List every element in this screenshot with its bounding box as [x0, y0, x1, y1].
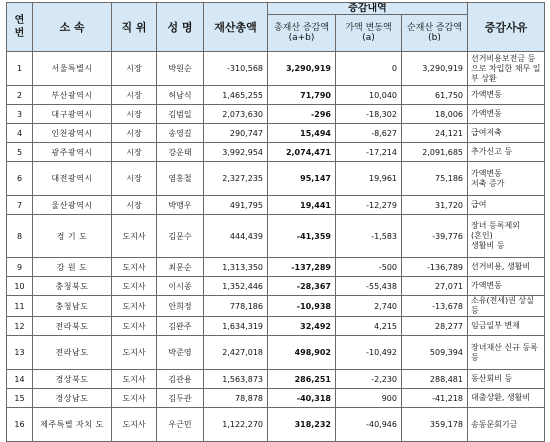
row-total-change: 19,441: [268, 196, 336, 215]
row-reason: 송동문회기금: [468, 408, 545, 442]
row-position: 시장: [112, 162, 157, 196]
row-region: 전라북도: [33, 317, 112, 336]
table-row: [7, 277, 545, 296]
table-row: [7, 196, 545, 215]
row-position: 도지사: [112, 336, 157, 370]
row-no: 6: [7, 162, 33, 196]
row-value-change: -1,583: [336, 215, 402, 258]
row-assets: 1,122,270: [204, 408, 268, 442]
table-header: [7, 3, 545, 52]
header-position: 직 위: [112, 3, 157, 52]
row-name: 최문순: [157, 258, 204, 277]
row-value-change: 0: [336, 52, 402, 86]
row-net-change: -13,678: [402, 296, 468, 317]
row-reason: 급여: [468, 196, 545, 215]
row-region: 충청남도: [33, 296, 112, 317]
row-net-change: 31,720: [402, 196, 468, 215]
row-no: 4: [7, 124, 33, 143]
row-reason: 추가신고 등: [468, 143, 545, 162]
row-value-change: -40,946: [336, 408, 402, 442]
row-no: 7: [7, 196, 33, 215]
row-reason: 장녀재산 신규 등록 등: [468, 336, 545, 370]
table-row: [7, 389, 545, 408]
row-assets: 78,878: [204, 389, 268, 408]
row-net-change: -41,218: [402, 389, 468, 408]
row-assets: 1,313,350: [204, 258, 268, 277]
table-row: [7, 258, 545, 277]
table-row: [7, 124, 545, 143]
row-position: 도지사: [112, 258, 157, 277]
row-value-change: -18,302: [336, 105, 402, 124]
row-assets: -310,568: [204, 52, 268, 86]
row-region: 대전광역시: [33, 162, 112, 196]
row-name: 김두관: [157, 389, 204, 408]
row-value-change: 4,215: [336, 317, 402, 336]
row-net-change: 359,178: [402, 408, 468, 442]
row-position: 시장: [112, 105, 157, 124]
row-region: 충청북도: [33, 277, 112, 296]
row-assets: 1,563,873: [204, 370, 268, 389]
row-position: 도지사: [112, 389, 157, 408]
table-row: [7, 408, 545, 442]
row-position: 시장: [112, 86, 157, 105]
row-position: 시장: [112, 196, 157, 215]
row-net-change: 3,290,919: [402, 52, 468, 86]
header-change-group: 증감내역: [268, 3, 468, 15]
table-body: [7, 52, 545, 442]
row-reason: 가액변동: [468, 277, 545, 296]
row-name: 박준영: [157, 336, 204, 370]
row-reason: 소유(전세)권 상실 등: [468, 296, 545, 317]
header-no: 연 번: [7, 3, 33, 52]
row-net-change: 24,121: [402, 124, 468, 143]
row-reason: 동산회비 등: [468, 370, 545, 389]
row-total-change: 318,232: [268, 408, 336, 442]
row-no: 1: [7, 52, 33, 86]
row-net-change: 2,091,685: [402, 143, 468, 162]
table-row: [7, 215, 545, 258]
row-assets: 1,634,319: [204, 317, 268, 336]
row-name: 송영길: [157, 124, 204, 143]
row-name: 우근민: [157, 408, 204, 442]
row-region: 부산광역시: [33, 86, 112, 105]
row-no: 13: [7, 336, 33, 370]
row-no: 8: [7, 215, 33, 258]
row-position: 도지사: [112, 408, 157, 442]
row-value-change: -2,230: [336, 370, 402, 389]
row-region: 대구광역시: [33, 105, 112, 124]
row-total-change: 2,074,471: [268, 143, 336, 162]
row-reason: 선거비용보전금 등으로 차입한 채무 일부 상환: [468, 52, 545, 86]
row-total-change: -40,318: [268, 389, 336, 408]
row-position: 시장: [112, 143, 157, 162]
row-region: 경상남도: [33, 389, 112, 408]
table-row: [7, 370, 545, 389]
row-region: 광주광역시: [33, 143, 112, 162]
header-net-change: 순재산 증감액 (b): [402, 15, 468, 52]
row-name: 박맹우: [157, 196, 204, 215]
row-reason: 가액변동 저축 증가: [468, 162, 545, 196]
row-name: 염홍철: [157, 162, 204, 196]
row-assets: 2,073,630: [204, 105, 268, 124]
asset-change-table: [6, 2, 545, 442]
row-value-change: 19,961: [336, 162, 402, 196]
row-name: 안희정: [157, 296, 204, 317]
row-region: 경상북도: [33, 370, 112, 389]
row-assets: 3,992,954: [204, 143, 268, 162]
row-position: 도지사: [112, 370, 157, 389]
row-reason: 선거비용, 생활비: [468, 258, 545, 277]
row-net-change: -136,789: [402, 258, 468, 277]
header-affiliation: 소 속: [33, 3, 112, 52]
row-assets: 778,186: [204, 296, 268, 317]
row-no: 5: [7, 143, 33, 162]
header-value-change: 가액 변동액 (a): [336, 15, 402, 52]
row-total-change: 15,494: [268, 124, 336, 143]
row-name: 허남식: [157, 86, 204, 105]
row-value-change: 2,740: [336, 296, 402, 317]
row-reason: 장녀 등록제외 (혼인) 생활비 등: [468, 215, 545, 258]
row-assets: 2,427,018: [204, 336, 268, 370]
row-reason: 가액변동: [468, 86, 545, 105]
row-region: 인천광역시: [33, 124, 112, 143]
row-net-change: 61,750: [402, 86, 468, 105]
row-total-change: -28,367: [268, 277, 336, 296]
header-total-assets: 재산총액: [204, 3, 268, 52]
row-net-change: -39,776: [402, 215, 468, 258]
row-assets: 444,439: [204, 215, 268, 258]
table-row: [7, 52, 545, 86]
row-assets: 1,352,446: [204, 277, 268, 296]
row-region: 강 원 도: [33, 258, 112, 277]
row-net-change: 18,006: [402, 105, 468, 124]
row-total-change: -296: [268, 105, 336, 124]
row-position: 도지사: [112, 215, 157, 258]
row-net-change: 28,277: [402, 317, 468, 336]
row-name: 김완주: [157, 317, 204, 336]
row-position: 도지사: [112, 296, 157, 317]
row-reason: 가액변동: [468, 105, 545, 124]
row-assets: 491,795: [204, 196, 268, 215]
header-name: 성 명: [157, 3, 204, 52]
row-total-change: -137,289: [268, 258, 336, 277]
row-value-change: -500: [336, 258, 402, 277]
row-no: 12: [7, 317, 33, 336]
row-position: 도지사: [112, 317, 157, 336]
row-name: 이시종: [157, 277, 204, 296]
row-position: 시장: [112, 124, 157, 143]
row-position: 시장: [112, 52, 157, 86]
table-row: [7, 317, 545, 336]
row-name: 강운태: [157, 143, 204, 162]
row-total-change: 32,492: [268, 317, 336, 336]
row-total-change: 71,790: [268, 86, 336, 105]
table-row: [7, 105, 545, 124]
row-value-change: -8,627: [336, 124, 402, 143]
row-value-change: -10,492: [336, 336, 402, 370]
row-value-change: -17,214: [336, 143, 402, 162]
row-value-change: 10,040: [336, 86, 402, 105]
row-total-change: -41,359: [268, 215, 336, 258]
row-name: 박원순: [157, 52, 204, 86]
row-region: 울산광역시: [33, 196, 112, 215]
row-reason: 대출상환, 생활비: [468, 389, 545, 408]
row-no: 2: [7, 86, 33, 105]
row-assets: 2,327,235: [204, 162, 268, 196]
row-region: 서울특별시: [33, 52, 112, 86]
row-reason: 급여저축: [468, 124, 545, 143]
header-reason: 증감사유: [468, 3, 545, 52]
row-value-change: -12,279: [336, 196, 402, 215]
row-net-change: 75,186: [402, 162, 468, 196]
row-no: 9: [7, 258, 33, 277]
row-total-change: 95,147: [268, 162, 336, 196]
row-position: 도지사: [112, 277, 157, 296]
table-row: [7, 143, 545, 162]
row-name: 김관용: [157, 370, 204, 389]
row-value-change: 900: [336, 389, 402, 408]
row-total-change: -10,938: [268, 296, 336, 317]
table-row: [7, 162, 545, 196]
row-region: 경 기 도: [33, 215, 112, 258]
row-total-change: 286,251: [268, 370, 336, 389]
row-name: 김범일: [157, 105, 204, 124]
row-net-change: 509,394: [402, 336, 468, 370]
row-no: 10: [7, 277, 33, 296]
row-assets: 1,465,255: [204, 86, 268, 105]
row-total-change: 498,902: [268, 336, 336, 370]
row-region: 제주특별 자치 도: [33, 408, 112, 442]
row-no: 16: [7, 408, 33, 442]
table-row: [7, 336, 545, 370]
row-value-change: -55,438: [336, 277, 402, 296]
table-row: [7, 86, 545, 105]
row-assets: 290,747: [204, 124, 268, 143]
row-no: 15: [7, 389, 33, 408]
row-reason: 임금일부 변제: [468, 317, 545, 336]
header-total-change: 총재산 증감액 (a+b): [268, 15, 336, 52]
row-no: 3: [7, 105, 33, 124]
row-net-change: 288,481: [402, 370, 468, 389]
table-row: [7, 296, 545, 317]
row-no: 14: [7, 370, 33, 389]
row-region: 전라남도: [33, 336, 112, 370]
row-name: 김문수: [157, 215, 204, 258]
row-no: 11: [7, 296, 33, 317]
row-net-change: 27,071: [402, 277, 468, 296]
row-total-change: 3,290,919: [268, 52, 336, 86]
